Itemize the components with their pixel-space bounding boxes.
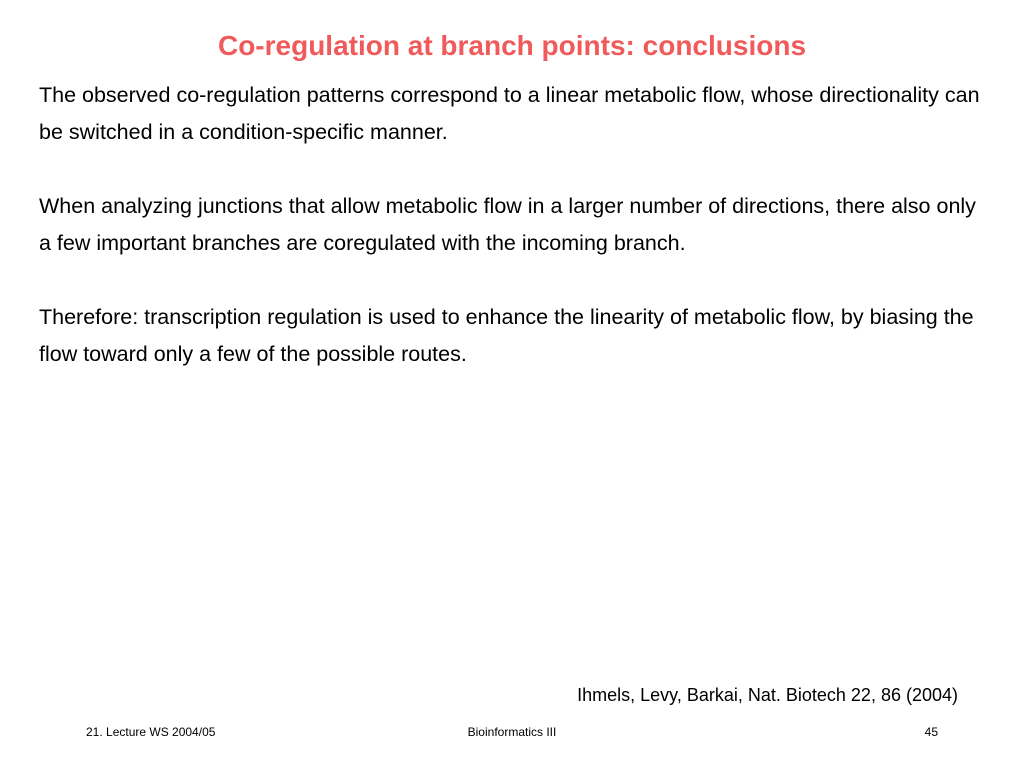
paragraph-linear-flow: The observed co-regulation patterns correspond to a linear metabolic flow, whose directionality can be switched in a condition-specific manner. <box>39 83 980 144</box>
paragraph-conclusion: Therefore: transcription regulation is used to enhance the linearity of metabolic flow, by biasing the flow toward only a few of the possible routes. <box>39 305 974 366</box>
footer-course: Bioinformatics III <box>467 725 557 739</box>
footer-lecture: 21. Lecture WS 2004/05 <box>86 725 216 739</box>
paragraph-junctions: When analyzing junctions that allow metabolic flow in a larger number of directions, there also only a few important branches are coregulated with the incoming branch. <box>39 194 976 255</box>
slide-title: Co-regulation at branch points: conclusions <box>217 30 807 61</box>
footer-page-number: 45 <box>924 725 938 739</box>
citation: Ihmels, Levy, Barkai, Nat. Biotech 22, 86 (2004) <box>577 685 958 705</box>
slide-body <box>39 77 989 410</box>
